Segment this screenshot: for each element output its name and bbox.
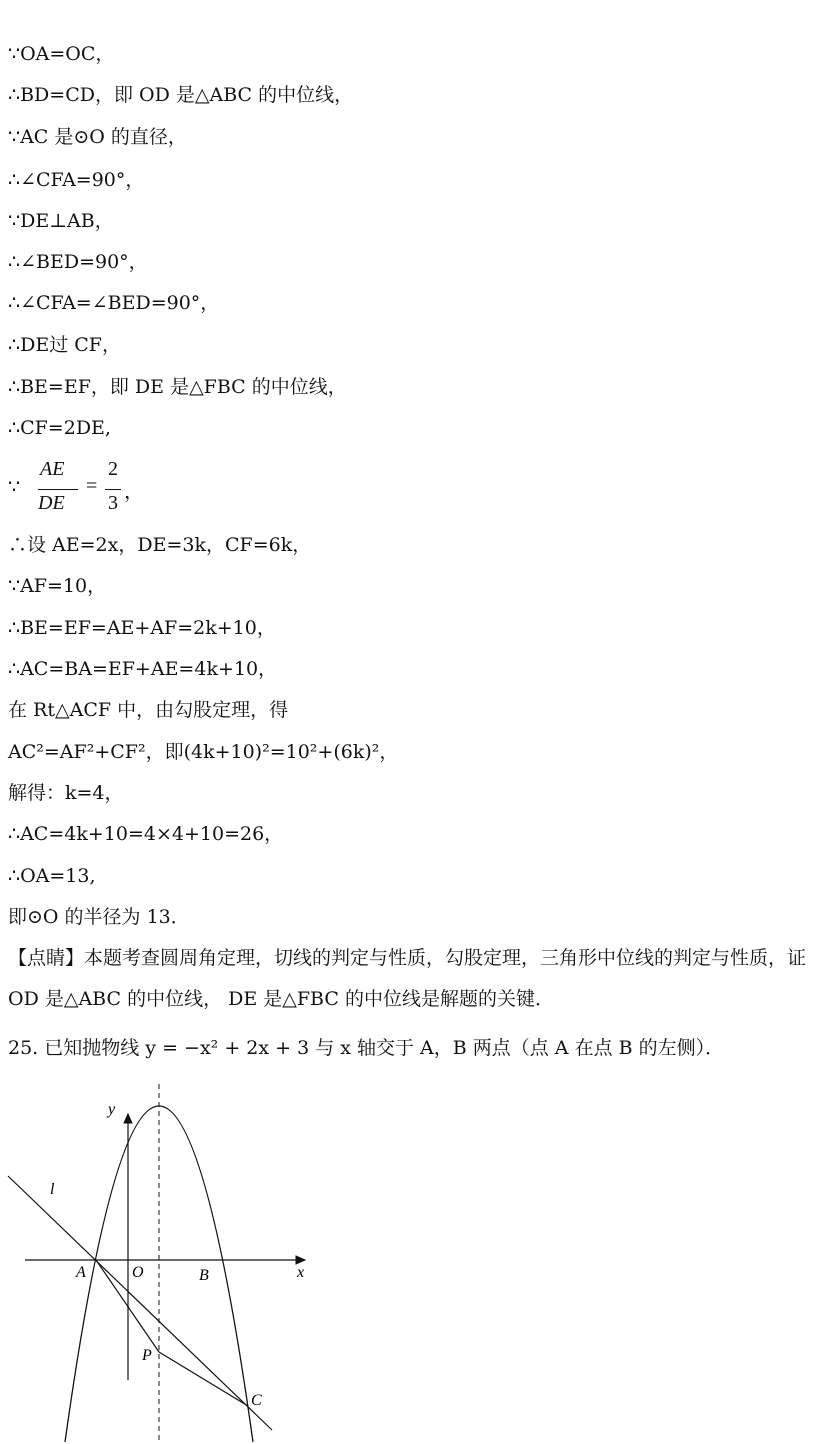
fraction-bar — [38, 489, 78, 490]
label-O: O — [132, 1264, 144, 1281]
label-P: P — [142, 1347, 152, 1364]
because-symbol: ∵ — [8, 476, 21, 498]
equals-sign: = — [86, 475, 98, 497]
text-line: ∴∠BED=90°， — [8, 251, 148, 273]
problem-statement: 25. 已知抛物线 y = −x² + 2x + 3 与 x 轴交于 A，B 两点（点 A 在点 B 的左侧）． — [8, 1037, 725, 1059]
text-line: ∵AF=10， — [8, 575, 107, 597]
comma: ， — [124, 481, 144, 503]
text-line: ∴OA=13, — [8, 865, 96, 887]
text-line: ∴DE过 CF， — [8, 334, 121, 356]
label-B: B — [199, 1267, 209, 1284]
numerator-left: AE — [40, 458, 65, 480]
parabola-figure — [0, 1074, 836, 1444]
text-line: ∴AC=BA=EF+AE=4k+10， — [8, 658, 278, 680]
segment-PC — [159, 1352, 248, 1406]
text-line: 解得：k=4， — [8, 782, 124, 804]
comment-paragraph: 【点睛】本题考查圆周角定理，切线的判定与性质，勾股定理，三角形中位线的判定与性质，证 OD 是△ABC 的中位线， DE 是△FBC 的中位线是解题的关键． — [8, 947, 807, 1010]
text-line: ∴设 AE=2x，DE=3k，CF=6k， — [8, 534, 312, 556]
numerator-right: 2 — [108, 458, 118, 480]
text-line: ∴AC=4k+10=4×4+10=26， — [8, 823, 284, 845]
denominator-right: 3 — [108, 492, 118, 514]
text-line: ∴CF=2DE, — [8, 417, 111, 439]
text-line: ∴∠CFA=∠BED=90°， — [8, 292, 220, 314]
label-C: C — [251, 1392, 262, 1409]
text-line: 在 Rt△ACF 中，由勾股定理，得 — [8, 699, 289, 721]
label-A: A — [76, 1264, 86, 1281]
label-y: y — [108, 1101, 116, 1118]
text-line: ∴BE=EF，即 DE 是△FBC 的中位线， — [8, 376, 347, 398]
label-x: x — [297, 1264, 305, 1281]
fraction-equation — [8, 458, 308, 518]
text-line: ∴∠CFA=90°， — [8, 169, 145, 191]
text-line: ∵DE⊥AB， — [8, 210, 114, 232]
text-line: ∴BE=EF=AE+AF=2k+10， — [8, 617, 276, 639]
fraction-bar — [105, 489, 121, 490]
denominator-left: DE — [38, 492, 65, 514]
text-line: 即⊙O 的半径为 13． — [8, 906, 190, 928]
label-l: l — [50, 1181, 55, 1198]
text-line: AC²=AF²+CF²，即(4k+10)²=10²+(6k)²， — [8, 741, 399, 763]
text-line: ∵AC 是⊙O 的直径， — [8, 126, 187, 148]
text-line: ∵OA=OC， — [8, 43, 115, 65]
line-l — [8, 1176, 272, 1430]
text-line: ∴BD=CD，即 OD 是△ABC 的中位线， — [8, 84, 354, 106]
